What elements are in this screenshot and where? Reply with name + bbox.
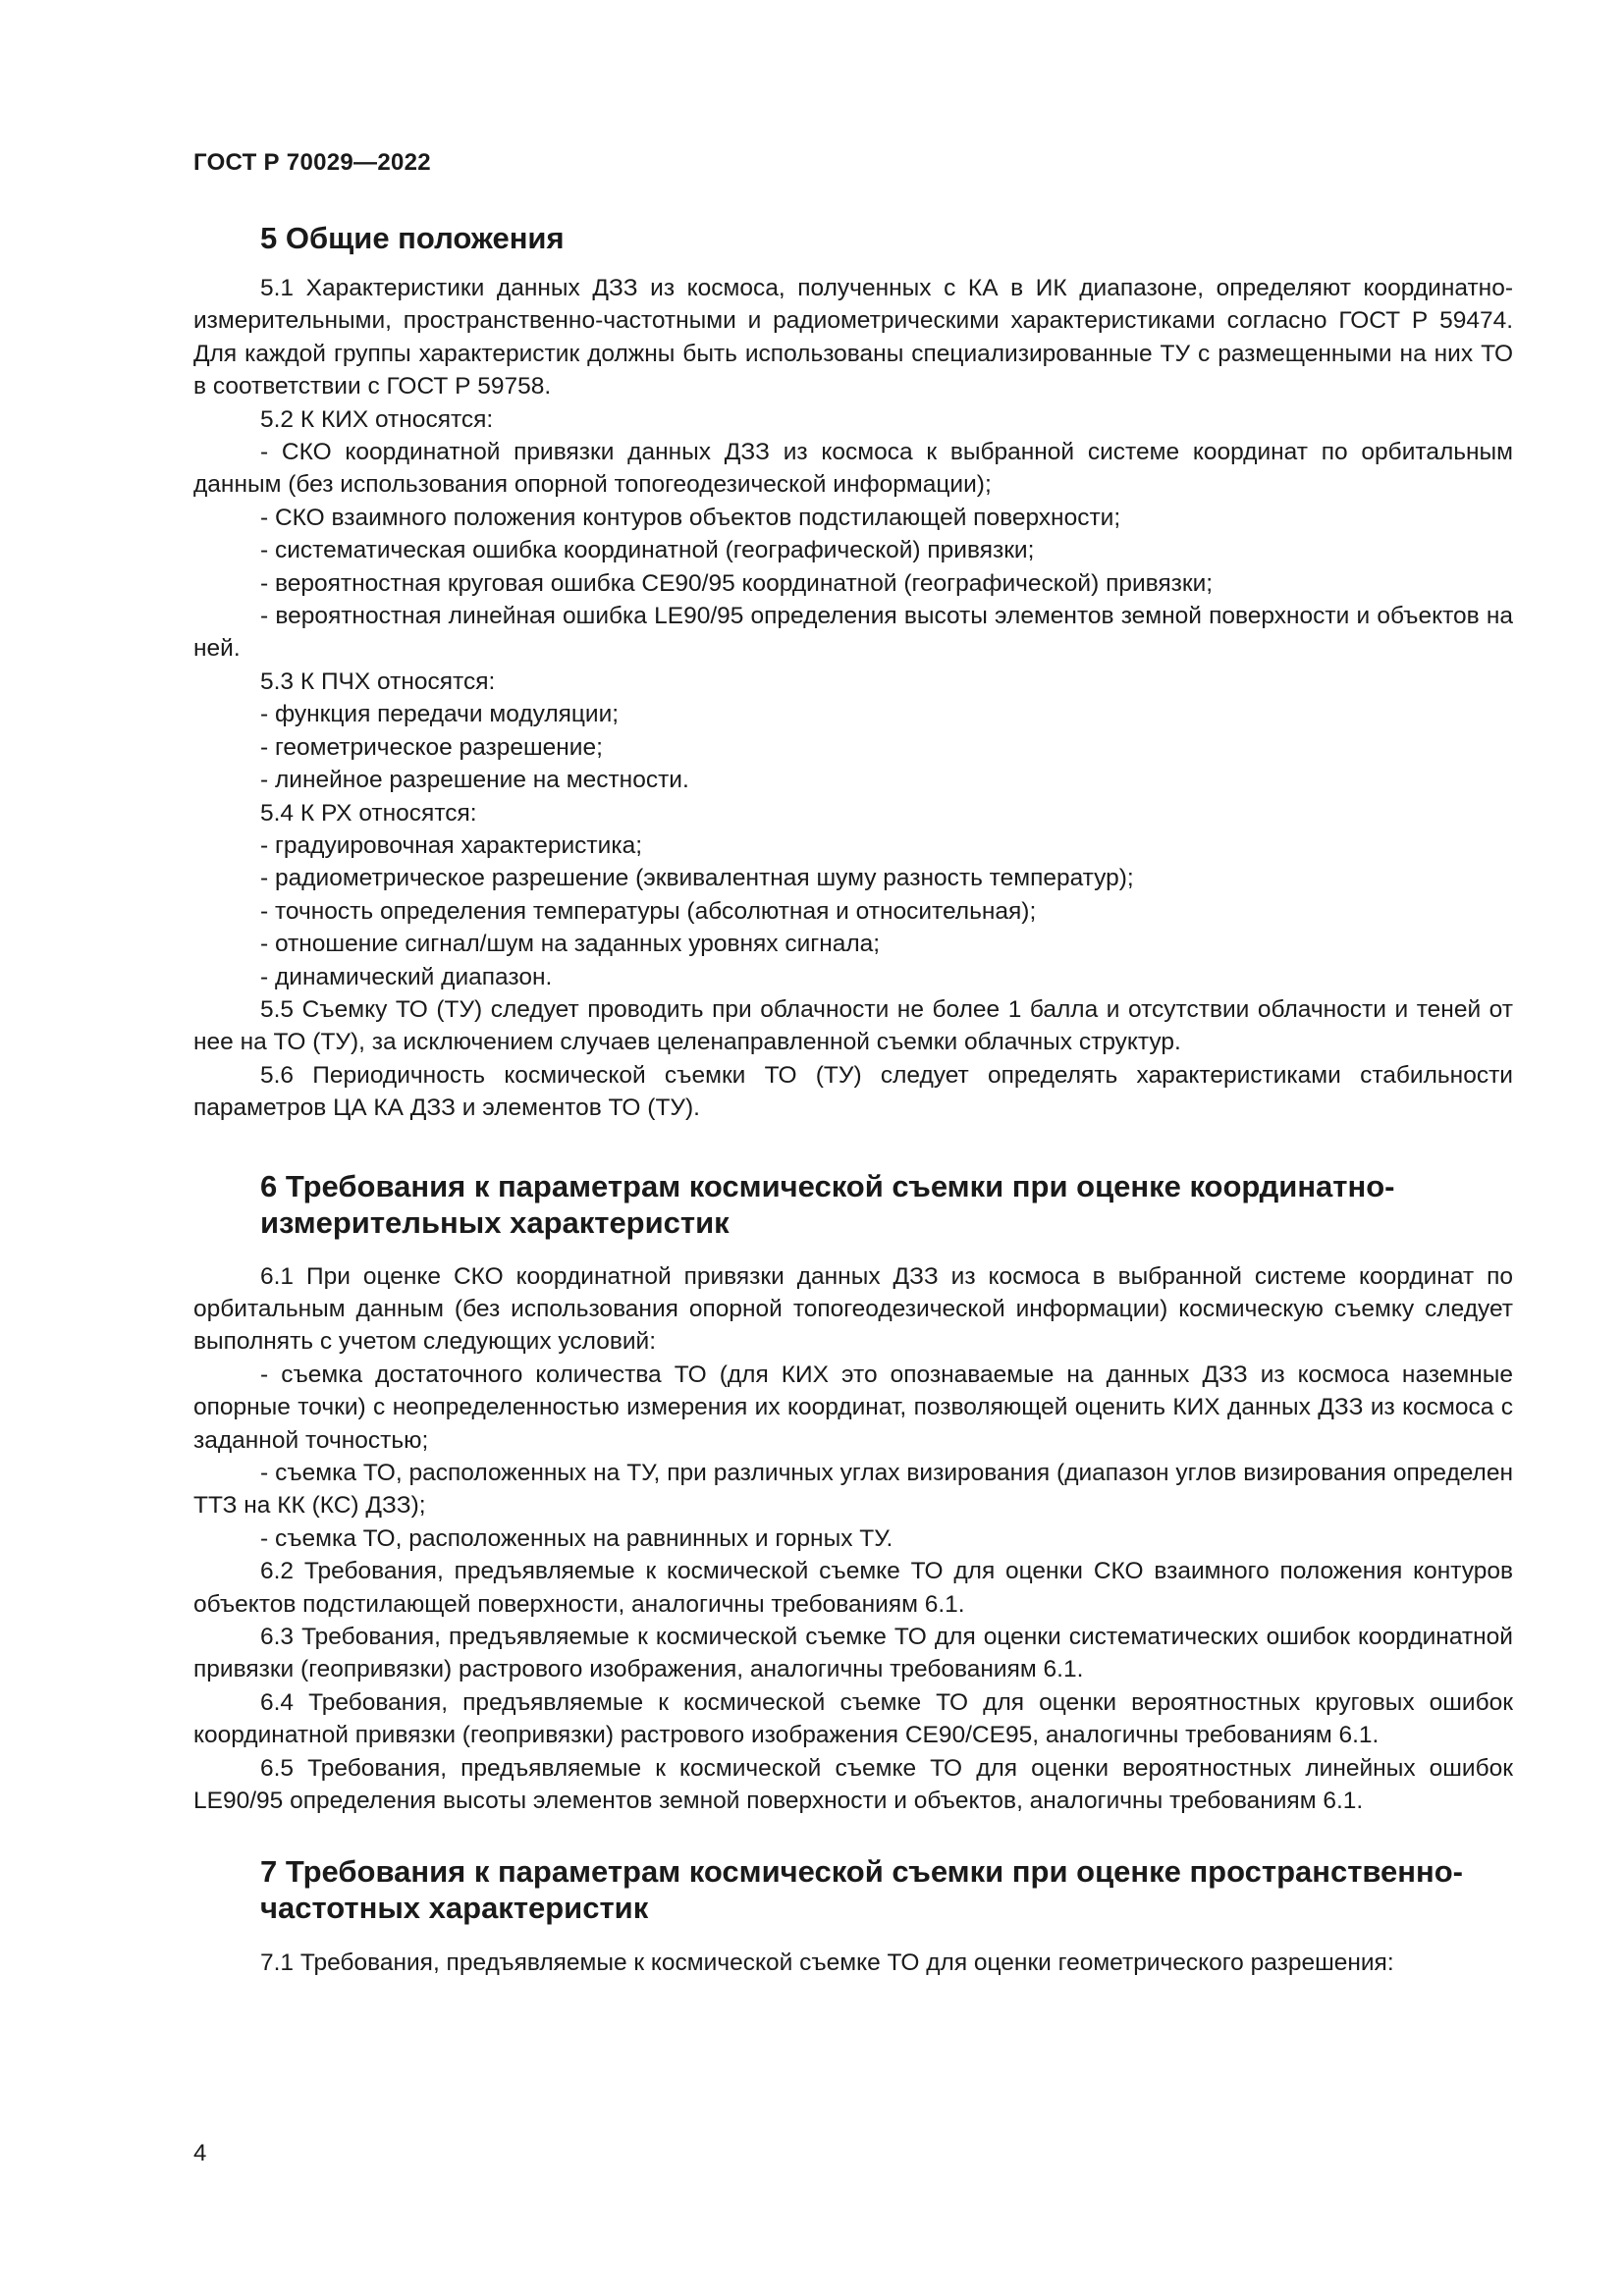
- document-code-header: ГОСТ Р 70029—2022: [193, 149, 431, 176]
- paragraph-5-4: 5.4 К РХ относятся:: [260, 799, 477, 827]
- kih-list-item: - СКО координатной привязки данных ДЗЗ из космоса к выбранной системе координат по орбитальным данным (без использования опорной топогеодезической информации);: [193, 439, 1513, 499]
- page-number: 4: [193, 2140, 207, 2166]
- kih-list-item: - СКО взаимного положения контуров объектов подстилающей поверхности;: [260, 504, 1121, 531]
- condition-list-item: - съемка ТО, расположенных на равнинных и горных ТУ.: [260, 1524, 893, 1552]
- paragraph-5-5: 5.5 Съемку ТО (ТУ) следует проводить при облачности не более 1 балла и отсутствии облачности и теней от нее на ТО (ТУ), за исключением случаев целенаправленной съемки облачных структур.: [193, 995, 1513, 1056]
- pchx-list-item: - функция передачи модуляции;: [260, 701, 620, 728]
- paragraph-7-1: 7.1 Требования, предъявляемые к космической съемке ТО для оценки геометрического разрешения:: [260, 1949, 1394, 1977]
- rx-list-item: - точность определения температуры (абсолютная и относительная);: [260, 897, 1037, 925]
- section-5-title: 5 Общие положения: [260, 221, 565, 255]
- section-6-title: 6 Требования к параметрам космической съемки при оценке координатно-измерительных характеристик: [260, 1168, 1395, 1240]
- condition-list-item: - съемка ТО, расположенных на ТУ, при различных углах визирования (диапазон углов визирования определен ТТЗ на КК (КС) ДЗЗ);: [193, 1460, 1513, 1520]
- paragraph-5-1: 5.1 Характеристики данных ДЗЗ из космоса, полученных с КА в ИК диапазоне, определяют координатно-измерительными, пространственно-частотными и радиометрическими характеристиками согласно ГОСТ Р 59474. Для каждой группы характеристик должны быть использованы специализированные ТУ с размещенными на них ТО в соответствии с ГОСТ Р 59758.: [193, 275, 1513, 400]
- pchx-list-item: - геометрическое разрешение;: [260, 733, 603, 761]
- section-7-title: 7 Требования к параметрам космической съемки при оценке пространственно-частотных характеристик: [260, 1854, 1463, 1926]
- rx-list-item: - радиометрическое разрешение (эквивалентная шуму разность температур);: [260, 865, 1134, 892]
- paragraph-6-1: 6.1 При оценке СКО координатной привязки данных ДЗЗ из космоса в выбранной системе координат по орбитальным данным (без использования опорной топогеодезической информации) космическую съемку следует выполнять с учетом следующих условий:: [193, 1262, 1513, 1356]
- paragraph-6-3: 6.3 Требования, предъявляемые к космической съемке ТО для оценки систематических ошибок координатной привязки (геопривязки) растрового изображения, аналогичны требованиям 6.1.: [193, 1624, 1513, 1683]
- rx-list-item: - отношение сигнал/шум на заданных уровнях сигнала;: [260, 931, 881, 958]
- pchx-list-item: - линейное разрешение на местности.: [260, 767, 689, 794]
- paragraph-5-6: 5.6 Периодичность космической съемки ТО (ТУ) следует определять характеристиками стабильности параметров ЦА КА ДЗЗ и элементов ТО (ТУ).: [193, 1061, 1513, 1122]
- paragraph-6-4: 6.4 Требования, предъявляемые к космической съемке ТО для оценки вероятностных круговых ошибок координатной привязки (геопривязки) растрового изображения СЕ90/СЕ95, аналогичны требованиям 6.1.: [193, 1688, 1513, 1749]
- paragraph-6-2: 6.2 Требования, предъявляемые к космической съемке ТО для оценки СКО взаимного положения контуров объектов подстилающей поверхности, аналогичны требованиям 6.1.: [193, 1558, 1513, 1618]
- paragraph-5-3: 5.3 К ПЧХ относятся:: [260, 667, 496, 695]
- kih-list-item: - систематическая ошибка координатной (географической) привязки;: [260, 537, 1035, 564]
- paragraph-5-2: 5.2 К КИХ относятся:: [260, 405, 494, 433]
- paragraph-6-5: 6.5 Требования, предъявляемые к космической съемке ТО для оценки вероятностных линейных ошибок LE90/95 определения высоты элементов земной поверхности и объектов, аналогичны требованиям 6.1.: [193, 1754, 1513, 1815]
- kih-list-item: - вероятностная линейная ошибка LE90/95 определения высоты элементов земной поверхности и объектов на ней.: [193, 603, 1513, 663]
- kih-list-item: - вероятностная круговая ошибка СЕ90/95 координатной (географической) привязки;: [260, 569, 1214, 597]
- page-content: [193, 220, 1513, 1980]
- condition-list-item: - съемка достаточного количества ТО (для КИХ это опознаваемые на данных ДЗЗ из космоса наземные опорные точки) с неопределенностью измерения их координат, позволяющей оценить КИХ данных ДЗЗ из космоса с заданной точностью;: [193, 1361, 1513, 1454]
- rx-list-item: - динамический диапазон.: [260, 963, 553, 990]
- rx-list-item: - градуировочная характеристика;: [260, 831, 643, 859]
